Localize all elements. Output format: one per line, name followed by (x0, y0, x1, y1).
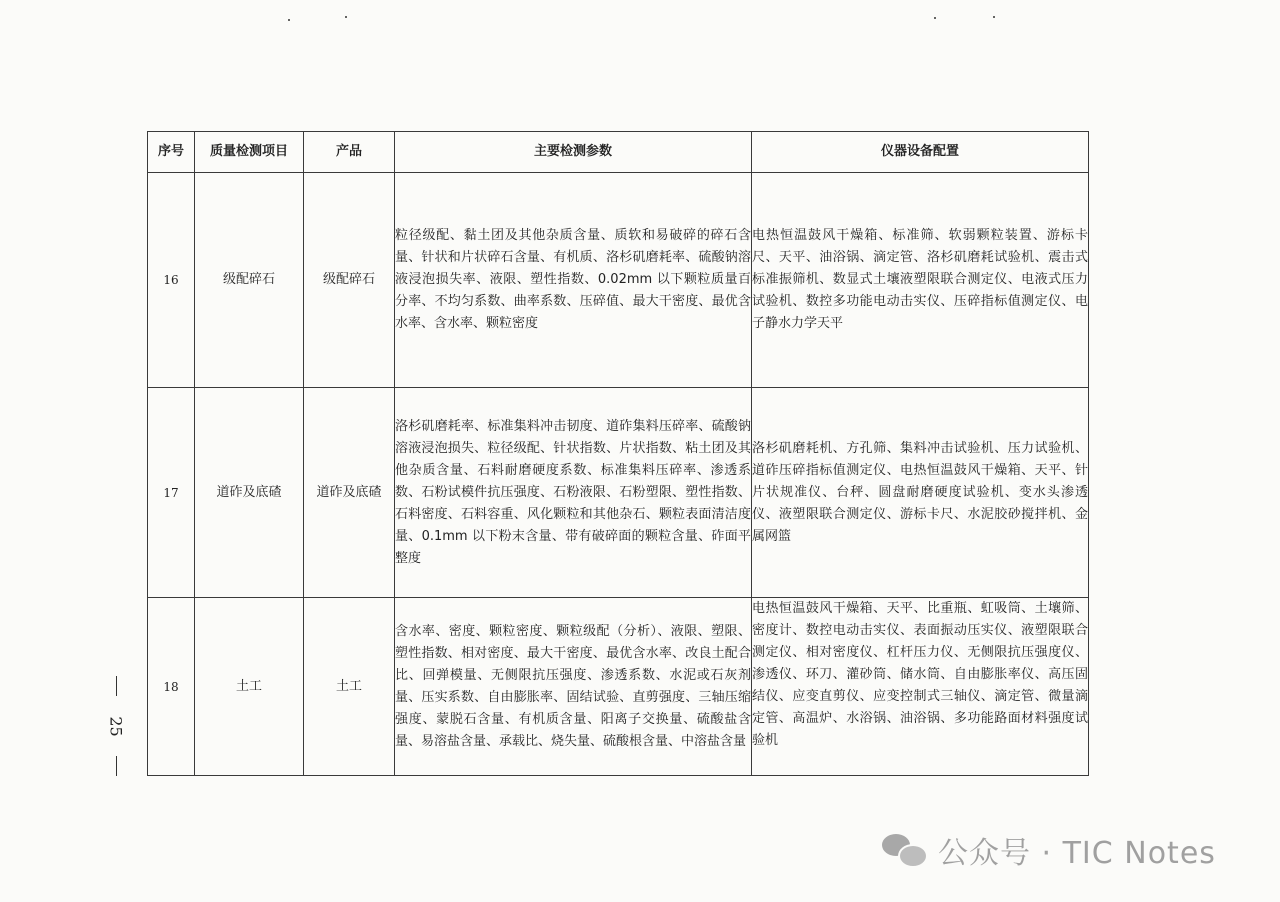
header-equipment: 仪器设备配置 (752, 132, 1089, 173)
page-number-dash-bottom (116, 756, 117, 776)
row-equipment: 洛杉矶磨耗机、方孔筛、集料冲击试验机、压力试验机、道砟压碎指标值测定仪、电热恒温鼓风干燥箱、天平、针片状规准仪、台秤、圆盘耐磨硬度试验机、变水头渗透仪、液塑限联合测定仪、游标卡尺、水泥胶砂搅拌机、金属网篮 (752, 388, 1089, 598)
row-product: 道砟及底碴 (304, 388, 395, 598)
watermark (880, 830, 1216, 870)
row-item: 土工 (195, 598, 304, 776)
table-row (148, 173, 1089, 388)
row-product: 级配碎石 (304, 173, 395, 388)
header-params: 主要检测参数 (395, 132, 752, 173)
header-item: 质量检测项目 (195, 132, 304, 173)
row-params: 粒径级配、黏土团及其他杂质含量、质软和易破碎的碎石含量、针状和片状碎石含量、有机质、洛杉矶磨耗率、硫酸钠溶液浸泡损失率、液限、塑性指数、0.02mm 以下颗粒质量百分率、不均匀系数、曲率系数、压碎值、最大干密度、最优含水率、含水率、颗粒密度 (395, 173, 752, 388)
header-product: 产品 (304, 132, 395, 173)
row-item: 道砟及底碴 (195, 388, 304, 598)
watermark-text: 公众号 · TIC Notes (938, 836, 1216, 871)
row-equipment: 电热恒温鼓风干燥箱、标准筛、软弱颗粒装置、游标卡尺、天平、油浴锅、滴定管、洛杉矶磨耗试验机、震击式标准振筛机、数显式土壤液塑限联合测定仪、电液式压力试验机、数控多功能电动击实仪、压碎指标值测定仪、电子静水力学天平 (752, 173, 1089, 388)
row-index: 17 (148, 388, 195, 598)
table-header-row (148, 132, 1089, 173)
row-index: 16 (148, 173, 195, 388)
page-number (96, 676, 136, 776)
header-index: 序号 (148, 132, 195, 173)
wechat-icon (880, 830, 930, 870)
row-equipment: 电热恒温鼓风干燥箱、天平、比重瓶、虹吸筒、土壤筛、密度计、数控电动击实仪、表面振动压实仪、液塑限联合测定仪、相对密度仪、杠杆压力仪、无侧限抗压强度仪、渗透仪、环刀、灌砂筒、储水筒、自由膨胀率仪、高压固结仪、应变直剪仪、应变控制式三轴仪、滴定管、微量滴定管、高温炉、水浴锅、油浴锅、多功能路面材料强度试验机 (752, 598, 1089, 776)
table-row (148, 598, 1089, 776)
row-index: 18 (148, 598, 195, 776)
page-number-text: 25 (106, 715, 126, 737)
page-number-dash-top (116, 676, 117, 696)
row-params: 含水率、密度、颗粒密度、颗粒级配（分析）、液限、塑限、塑性指数、相对密度、最大干密度、最优含水率、改良土配合比、回弹模量、无侧限抗压强度、渗透系数、水泥或石灰剂量、压实系数、自由膨胀率、固结试验、直剪强度、三轴压缩强度、蒙脱石含量、有机质含量、阳离子交换量、硫酸盐含量、易溶盐含量、承载比、烧失量、硫酸根含量、中溶盐含量 (395, 598, 752, 776)
row-item: 级配碎石 (195, 173, 304, 388)
row-product: 土工 (304, 598, 395, 776)
table-row (148, 388, 1089, 598)
quality-inspection-table (147, 131, 1089, 776)
row-params: 洛杉矶磨耗率、标准集料冲击韧度、道砟集料压碎率、硫酸钠溶液浸泡损失、粒径级配、针状指数、片状指数、粘土团及其他杂质含量、石料耐磨硬度系数、标准集料压碎率、渗透系数、石粉试模件抗压强度、石粉液限、石粉塑限、塑性指数、石料密度、石料容重、风化颗粒和其他杂石、颗粒表面清洁度量、0.1mm 以下粉末含量、带有破碎面的颗粒含量、砟面平整度 (395, 388, 752, 598)
